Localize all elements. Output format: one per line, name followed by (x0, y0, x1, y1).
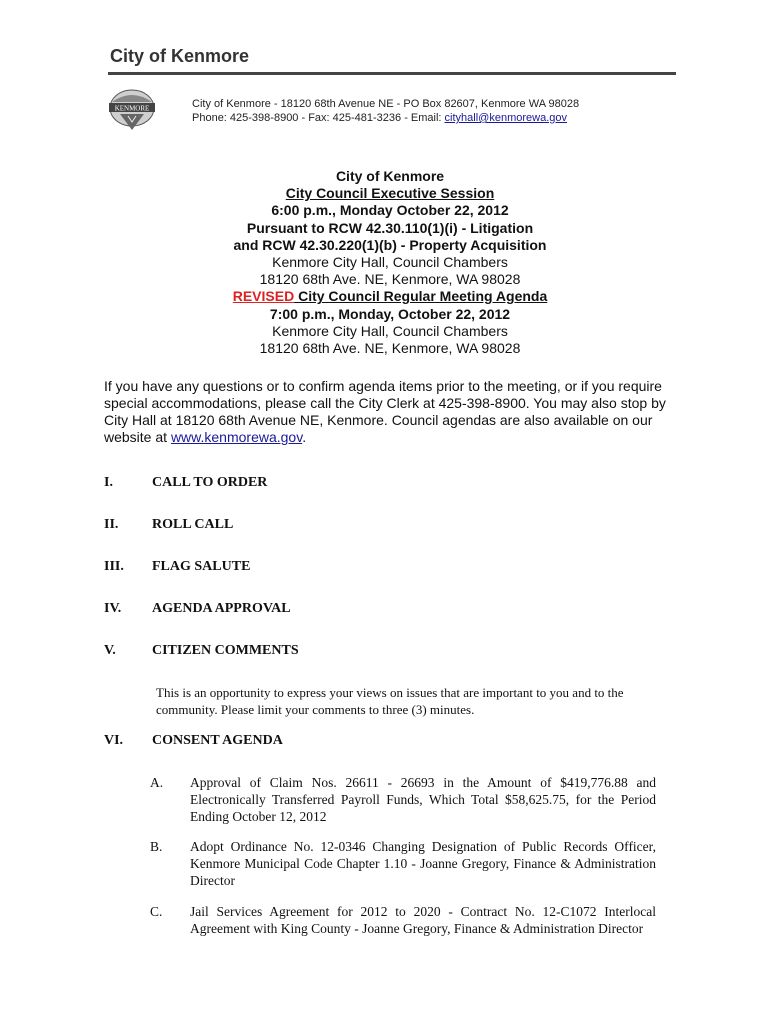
intro-text: If you have any questions or to confirm agenda items prior to the meeting, or if you require special accommodations, please call the City Clerk at 425-398-8900. You may also stop by City Hall at 18120 68th Avenue NE, Kenmore. Council agendas are also available on our website at (104, 378, 666, 445)
contact-address: City of Kenmore - 18120 68th Avenue NE - PO Box 82607, Kenmore WA 98028 (192, 98, 580, 110)
agenda-item-label: ROLL CALL (152, 517, 234, 532)
title-address-1: 18120 68th Ave. NE, Kenmore, WA 98028 (259, 271, 521, 288)
contact-phone-fax: Phone: 425-398-8900 - Fax: 425-481-3236 - Email: (192, 112, 445, 124)
agenda-item-roll-call (104, 517, 233, 533)
consent-item-text: Jail Services Agreement for 2012 to 2020 - Contract No. 12-C1072 Interlocal Agreement with King County - Joanne Gregory, Finance & Administration Director (190, 904, 656, 936)
agenda-item-number: II. (104, 517, 119, 532)
agenda-item-number: III. (104, 559, 124, 574)
contact-email-link[interactable]: cityhall@kenmorewa.gov (444, 112, 567, 124)
title-exec-time: 6:00 p.m., Monday October 22, 2012 (271, 202, 509, 219)
agenda-item-label: CONSENT AGENDA (152, 733, 283, 748)
agenda-item-consent-agenda (104, 733, 283, 749)
title-exec-session: City Council Executive Session (285, 185, 495, 202)
agenda-item-label: CITIZEN COMMENTS (152, 643, 299, 658)
header-rule (108, 72, 676, 75)
agenda-item-number: V. (104, 643, 116, 658)
title-regular-time: 7:00 p.m., Monday, October 22, 2012 (269, 305, 511, 322)
title-city: City of Kenmore (335, 168, 445, 184)
agenda-item-number: VI. (104, 733, 124, 748)
agenda-item-number: I. (104, 475, 113, 490)
title-pursuant-litigation: Pursuant to RCW 42.30.110(1)(i) - Litigation (246, 219, 534, 236)
agenda-item-call-to-order (104, 475, 267, 491)
meeting-title-block (100, 168, 680, 357)
agenda-item-flag-salute (104, 559, 250, 575)
city-logo (106, 86, 158, 134)
consent-item-text: Approval of Claim Nos. 26611 - 26693 in the Amount of $419,776.88 and Electronically Transferred Payroll Funds, Which Total $58,625.75, for the Period Ending October 12, 2012 (190, 775, 656, 824)
consent-item-letter: B. (150, 839, 163, 854)
title-location-2: Kenmore City Hall, Council Chambers (272, 322, 508, 339)
revised-label: REVISED (232, 288, 295, 305)
svg-text:KENMORE: KENMORE (114, 104, 150, 113)
website-link[interactable]: www.kenmorewa.gov (170, 429, 303, 445)
contact-phone-line (192, 111, 579, 125)
agenda-item-number: IV. (104, 601, 122, 616)
title-pursuant-property: and RCW 42.30.220(1)(b) - Property Acquisition (233, 236, 547, 253)
page-header-title: City of Kenmore (110, 46, 250, 66)
consent-item-letter: C. (150, 904, 163, 919)
agenda-item-citizen-comments (104, 643, 299, 659)
contact-info (192, 97, 579, 125)
agenda-item-agenda-approval (104, 601, 291, 617)
title-regular-meeting-line (100, 288, 680, 305)
title-regular-meeting: City Council Regular Meeting Agenda (294, 288, 548, 305)
consent-item-text: Adopt Ordinance No. 12-0346 Changing Designation of Public Records Officer, Kenmore Municipal Code Chapter 1.10 - Joanne Gregory, Finance & Administration Director (190, 839, 656, 888)
agenda-item-label: AGENDA APPROVAL (152, 601, 291, 616)
title-address-2: 18120 68th Ave. NE, Kenmore, WA 98028 (259, 340, 521, 357)
citizen-comments-note: This is an opportunity to express your views on issues that are important to you and to the community. Please limit your comments to three (3) minutes. (156, 685, 624, 717)
agenda-item-label: FLAG SALUTE (152, 559, 251, 574)
agenda-item-label: CALL TO ORDER (152, 475, 268, 490)
intro-paragraph (104, 378, 674, 446)
title-location-1: Kenmore City Hall, Council Chambers (272, 254, 508, 271)
intro-suffix: . (302, 429, 307, 445)
consent-item-letter: A. (150, 775, 164, 790)
